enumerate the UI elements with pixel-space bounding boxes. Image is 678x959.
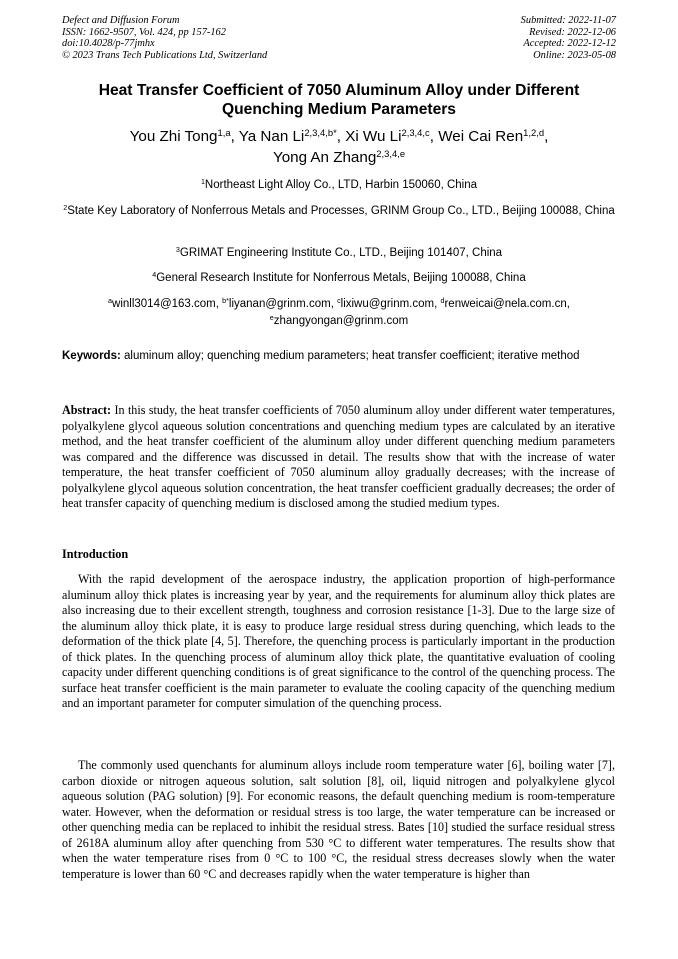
issn-line: ISSN: 1662-9507, Vol. 424, pp 157-162 (62, 26, 226, 38)
abstract-text: In this study, the heat transfer coefficients of 7050 aluminum alloy under different water temperatures, polyalkylene glycol aqueous solution concentrations and quenching medium types are calculated by an iterative method, and the heat transfer coefficient of the aluminum alloy under different quenching medium parameters was compared and the difference was discussed in detail. The results show that with the increase of water temperature, the heat transfer coefficient of 7050 aluminum alloy gradually decreases; with the increase of polyalkylene glycol aqueous solution concentration, the heat transfer coefficient gradually decreases; the order of heat transfer capacity of quenching medium is disclosed among the studied medium types. (62, 403, 616, 510)
author-affiliation-marker: 1,2,d (523, 126, 545, 138)
journal-info (62, 15, 267, 61)
affiliation-2: $^2$State Key Laboratory of Nonferrous Metals and Processes, GRINM Group Co., LTD., Beijing 100088, China (63, 204, 615, 217)
authors-line-1: You Zhi Tong$^{1,a}$, Ya Nan $Li^{2,3,4,b*}$, Xi Wu Li$^{2,3,4,c}$, Wei Cai Ren$^{1,2,d}$, (129, 126, 549, 145)
emails-line-1: $^a$winll3014@163.com, $^{b*}$liyanan@grinm.com, $^c$lixiwu@grinm.com, $^d$renweicai@nela.com.cn, (108, 297, 570, 310)
section-heading-introduction: Introduction (62, 547, 129, 561)
email-link[interactable]: lixiwu@grinm.com (340, 298, 435, 310)
paper-title (62, 82, 616, 119)
title-line-1: Heat Transfer Coefficient of 7050 Aluminum Alloy under Different (98, 82, 580, 99)
author-affiliation-marker: 2,3,4,b* (304, 126, 337, 138)
email-list (62, 296, 616, 330)
author-list (62, 126, 616, 168)
author-name: Xi Wu Li (345, 128, 402, 145)
journal-name: Defect and Diffusion Forum (62, 15, 180, 26)
submission-dates (521, 15, 616, 61)
authors-line-2 (62, 147, 616, 168)
author-name: You Zhi Tong (129, 128, 218, 145)
intro-paragraph-2: The commonly used quenchants for aluminum alloys include room temperature water [6], boiling water [7], carbon dioxide or nitrogen aqueous solution, salt solution [8], oil, liquid nitrogen and polyalkylene glycol aqueous solution (PAG solution) [9]. For economic reasons, the default quenching medium is room-temperature water. However, when the deformation or residual stress is too large, the water temperature can be increased or other quenching media can be replaced to inhibit the residual stress. Bates [10] studied the surface residual stress of 2618A aluminum alloy after quenching from 530 °C to different water temperatures. The results show that when the water temperature rises from 0 °C to 100 °C, the residual stress decreases slowly when the water temperature is lower than 60 °C and decreases rapidly when the water temperature is higher than (62, 758, 615, 881)
copyright-line: © 2023 Trans Tech Publications Ltd, Switzerland (62, 49, 268, 61)
email-link[interactable]: winll3014@163.com (112, 298, 216, 310)
abstract (62, 403, 615, 512)
email-link[interactable]: liyanan@grinm.com (228, 298, 331, 310)
affiliation-1: $^1$Northeast Light Alloy Co., LTD, Harbin 150060, China (200, 178, 478, 191)
author-affiliation-marker: 2,3,4,e (376, 147, 406, 159)
keywords (62, 349, 615, 364)
email-link[interactable]: zhangyongan@grinm.com (273, 315, 409, 327)
abstract-label: Abstract: (62, 403, 112, 417)
affiliation-3: $^3$GRIMAT Engineering Institute Co., LTD., Beijing 101407, China (175, 246, 503, 259)
keywords-text: aluminum alloy; quenching medium parameters; heat transfer coefficient; iterative method (124, 350, 580, 362)
intro-paragraph-1: With the rapid development of the aerospace industry, the application proportion of high-performance aluminum alloy thick plates is increasing year by year, and the requirements for aluminum alloy thick plates are also increasing due to their excellent strength, toughness and corrosion resistance [1-3]. Due to the large size of the aluminum alloy thick plate, it is easy to produce large residual stress during quenching, which leads to the deformation of the thick plate [4, 5]. Therefore, the quenching process is particularly important in the production of thick plates. In the quenching process of aluminum alloy thick plate, the quantitative evaluation of cooling capacity under different quenching conditions is of great significance to the control of the quenching process. The surface heat transfer coefficient is the main parameter to evaluate the cooling capacity of the quenching medium and an important parameter for computer simulation of the quenching process. (62, 572, 615, 710)
title-line-2: Quenching Medium Parameters (222, 100, 456, 118)
author-name: Yong An Zhang (272, 149, 377, 166)
author-affiliation-marker: 2,3,4,c (401, 126, 430, 138)
author-affiliation-marker: 1,a (217, 126, 231, 138)
affiliation-4: $^4$General Research Institute for Nonferrous Metals, Beijing 100088, China (152, 271, 526, 284)
revised-date: Revised: 2022-12-06 (529, 26, 616, 38)
email-link[interactable]: renweicai@nela.com.cn (444, 298, 567, 310)
emails-line-2: $^e$zhangyongan@grinm.com (269, 314, 409, 327)
doi-line: doi:10.4028/p-77jmhx (62, 38, 155, 50)
author-name: Wei Cai Ren (438, 128, 524, 145)
author-name: Ya Nan Li (238, 128, 305, 145)
accepted-date: Accepted: 2022-12-12 (523, 38, 616, 50)
keywords-label: Keywords: (62, 350, 121, 362)
online-date: Online: 2023-05-08 (533, 49, 616, 61)
submitted-date: Submitted: 2022-11-07 (520, 15, 616, 26)
